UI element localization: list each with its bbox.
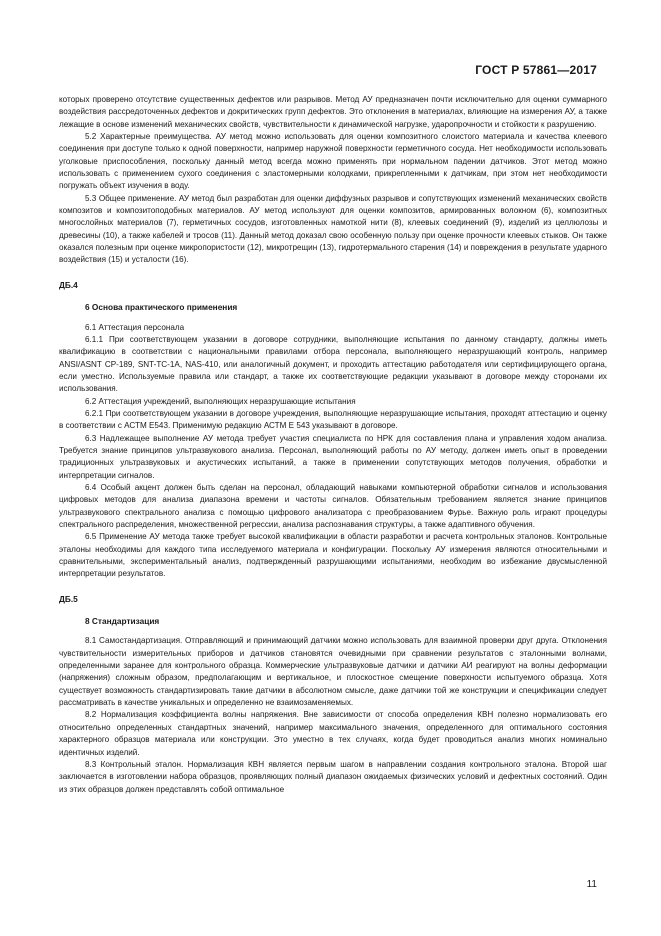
paragraph-8-2: 8.2 Нормализация коэффициента волны напряжения. Вне зависимости от способа определения КВН полезно нормализовать его относительно определенных стандартных значений, например максимального значения, определенного для оптимального состояния характерного образцов материала или конструкции. Это уместно в тех случаях, когда будет проводиться анализ многих номинально идентичных изделий. [59, 710, 607, 757]
paragraph-6-1-1: 6.1.1 При соответствующем указании в договоре сотрудники, выполняющие испытания по данному стандарту, должны иметь квалификацию в соответствии с национальными правилами отбора персонала, выполняющего неразрушающий контроль, например ANSI/ASNT CP-189, SNT-TC-1A, NAS-410, или аналогичный документ, и проходить аттестацию работодателя или сертифицирующего органа, если уместно. Используемые правила или стандарт, а также их соответствующие редакции указывают в договоре между сторонами их использования. [59, 334, 607, 394]
paragraph-8-1: 8.1 Самостандартизация. Отправляющий и принимающий датчики можно использовать для взаимной проверки друг друга. Отклонения чувствительности измерительных приборов и датчиков становятся очевидными при сравнении результатов с эталонными волнами, определенными заранее для контрольного образца. Коммерческие ультразвуковые датчики и датчики АИ реагируют на волны деформации (напряжения) сложным образом, предполагающим и вертикальное, и плоскостное смещение поверхности испытуемого образца. Хотя существует возможность стандартизировать такие датчики в абсолютном смысле, даже датчики той же конструкции и спецификации следует рассматривать в качестве уникальных и определенно не взаимозаменяемых. [59, 636, 607, 708]
paragraph-5-3: 5.3 Общее применение. АУ метод был разработан для оценки диффузных разрывов и сопутствующих изменений механических свойств композитов и композитоподобных материалов. АУ метод используют для оценки композитов, армированных волокном (6), композитных многослойных материалов (7), герметичных сосудов, изготовленных намоткой нити (8), клеевых соединений (9), изделий из целлюлозы и древесины (10), а также кабелей и тросов (11). Данный метод доказал свою особенную пользу при оценке прочности клеевых стыков. Он также оказался полезным при оценке микропористости (12), микротрещин (13), гидротермального старения (14) и повреждения в результате ударного воздействия (15) и усталости (16). [59, 193, 607, 265]
section-heading-6: 6 Основа практического применения [85, 302, 238, 313]
paragraph-8-3: 8.3 Контрольный эталон. Нормализация КВН является первым шагом в направлении создания контрольного эталона. Второй шаг заключается в изготовлении набора образцов, проявляющих полный диапазон ожидаемых физических условий и дефектных состояний. Один из этих образцов должен представлять собой оптимальное [59, 759, 607, 794]
document-code: ГОСТ Р 57861—2017 [475, 63, 597, 77]
paragraph-continuation: которых проверено отсутствие существенных дефектов или разрывов. Метод АУ предназначен почти исключительно для оценки суммарного воздействия рассредоточенных дефектов и докритических групп дефектов. Это отклонения в материалах, влияющие на измерения АУ, а также лежащие в основе изменений механических свойств, чувствительности к динамической нагрузке, ударопрочности и стойкости к разрушению. [59, 95, 607, 129]
paragraph-6-3: 6.3 Надлежащее выполнение АУ метода требует участия специалиста по НРК для составления плана и управления ходом анализа. Требуется знание принципов ультразвукового анализа. Персонал, выполняющий работы по АУ методу, должен иметь опыт в проведении традиционных ультразвуковых и акустических испытаний, а также в применении сопутствующих методов получения, обработки и интерпретации сигналов. [59, 433, 607, 480]
section-heading-8: 8 Стандартизация [85, 616, 160, 627]
page-number: 11 [586, 879, 597, 890]
label-db5: ДБ.5 [59, 593, 78, 604]
label-db4: ДБ.4 [59, 279, 78, 290]
paragraph-6-4: 6.4 Особый акцент должен быть сделан на персонал, обладающий навыками компьютерной обработки сигналов и использования цифровых методов для анализа диапазона времени и частоты сигналов. Обязательным требованием является знание принципов ультразвукового спектрального анализа с помощью цифрового анализатора с преобразованием Фурье. Важную роль играют процедуры спектрального распределения, множественной регрессии, анализа распознавания структуры, а также адаптивного обучения. [59, 482, 607, 529]
paragraph-6-5: 6.5 Применение АУ метода также требует высокой квалификации в области разработки и расчета контрольных эталонов. Контрольные эталоны необходимы для каждого типа исследуемого материала и конфигурации. Поскольку АУ измерения являются относительными и сравнительными, экспериментальный анализ, подтвержденный разрушающими испытаниями, необходим во избежание двусмысленной интерпретации результатов. [59, 532, 607, 579]
page-body [59, 94, 607, 796]
paragraph-6-2: 6.2 Аттестация учреждений, выполняющих неразрушающие испытания [85, 396, 356, 406]
paragraph-6-1: 6.1 Аттестация персонала [85, 322, 185, 332]
paragraph-5-2: 5.2 Характерные преимущества. АУ метод можно использовать для оценки композитного слоистого материала и качества клеевого соединения при доступе только к одной поверхности, например наружной поверхности герметичного сосуда. Нет необходимости использовать уголковые приспособления, поскольку данный метод всегда можно применять при нормальном падении датчиков. Этот метод можно использовать с применением сухого соединения с эластомерными колодками, прикрепленными к датчикам, при этом нет необходимости погружать объект изучения в воду. [59, 132, 607, 191]
paragraph-6-2-1: 6.2.1 При соответствующем указании в договоре учреждения, выполняющие неразрушающие испытания, проходят аттестацию и оценку в соответствии с АСТМ Е543. Применимую редакцию АСТМ Е 543 указывают в договоре. [59, 408, 607, 431]
